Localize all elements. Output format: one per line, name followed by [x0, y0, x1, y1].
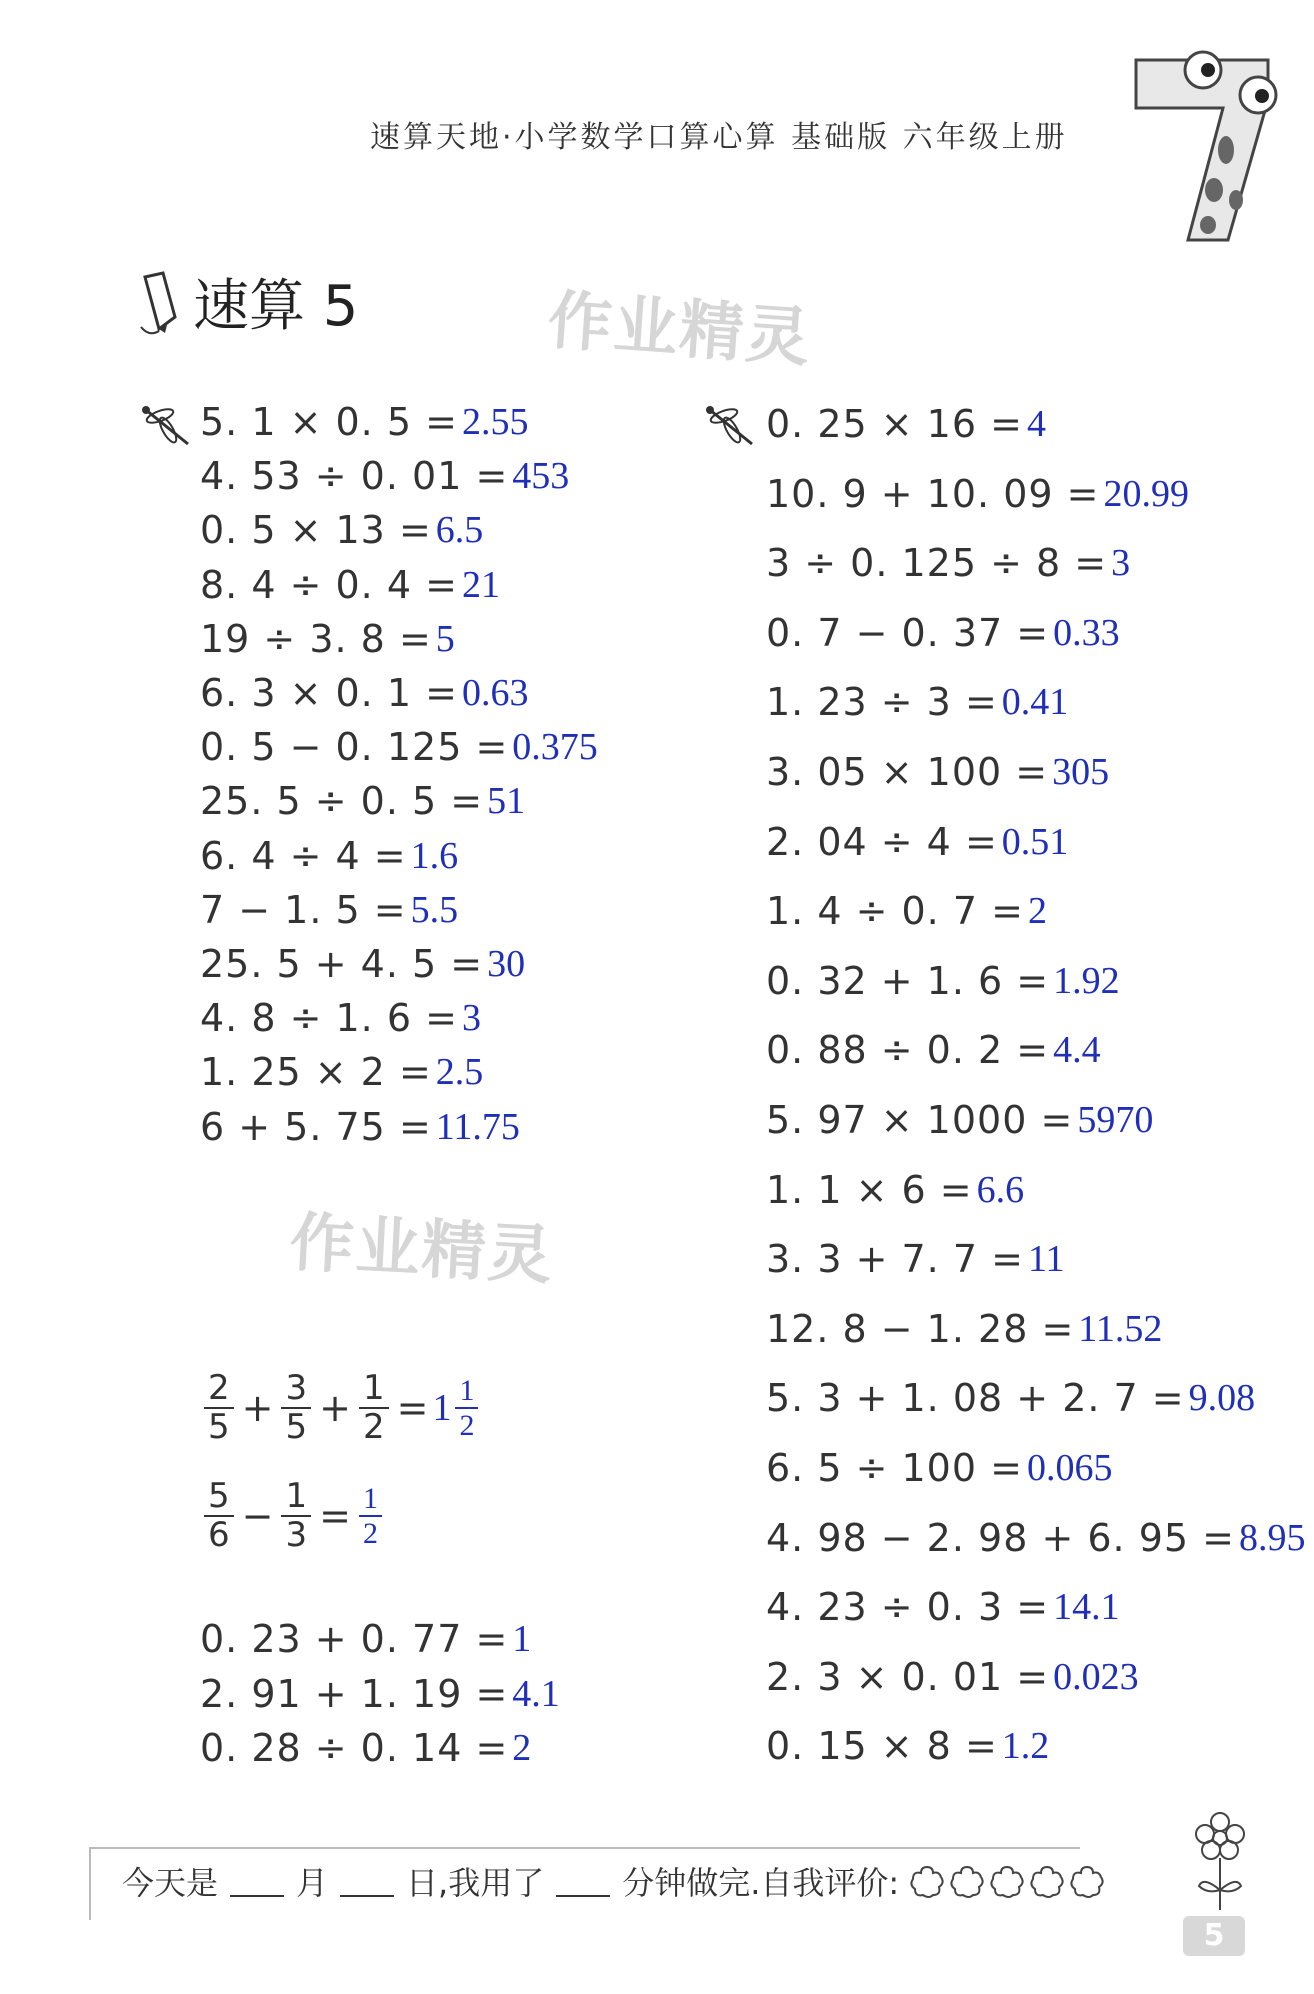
problem-row [200, 834, 458, 878]
handwritten-answer: 0.41 [1001, 681, 1069, 724]
handwritten-answer: 3 [1111, 542, 1131, 585]
numerator: 1 [359, 1370, 389, 1409]
problem-expression: 19 ÷ 3. 8 = [200, 616, 432, 661]
problem-expression: 25. 5 ÷ 0. 5 = [200, 779, 484, 824]
answer-fraction [359, 1482, 382, 1550]
problem-expression: 0. 15 × 8 = [766, 1724, 998, 1769]
operator: = [396, 1386, 429, 1431]
problem-expression: 1. 25 × 2 = [200, 1050, 432, 1095]
problem-expression: 5. 97 × 1000 = [766, 1098, 1074, 1142]
problem-expression: 6 + 5. 75 = [200, 1104, 432, 1149]
handwritten-answer: 4.4 [1053, 1029, 1101, 1072]
problem-row [766, 611, 1120, 655]
handwritten-answer: 3 [461, 997, 481, 1040]
fraction [281, 1370, 311, 1447]
fraction [204, 1478, 234, 1555]
fraction-problem-row [200, 1478, 386, 1555]
problem-expression: 0. 32 + 1. 6 = [766, 958, 1050, 1003]
problem-expression: 5. 1 × 0. 5 = [200, 400, 458, 444]
operator: + [319, 1386, 351, 1431]
footer-bar [80, 1840, 1140, 1930]
handwritten-answer: 21 [461, 563, 500, 606]
handwritten-answer: 2.55 [461, 401, 529, 443]
problem-row [200, 1105, 520, 1149]
handwritten-answer: 4.1 [512, 1672, 560, 1715]
problem-row [766, 1168, 1024, 1212]
handwritten-answer: 2 [512, 1727, 532, 1769]
numerator: 1 [359, 1482, 382, 1517]
month-blank[interactable] [230, 1865, 284, 1897]
numerator: 5 [204, 1478, 234, 1517]
handwritten-answer: 453 [512, 455, 570, 498]
minutes-blank[interactable] [556, 1865, 610, 1897]
problem-row [200, 671, 528, 715]
handwritten-answer: 0.51 [1001, 820, 1069, 863]
handwritten-answer: 0.065 [1026, 1447, 1113, 1489]
problem-expression: 4. 53 ÷ 0. 01 = [200, 454, 509, 499]
handwritten-answer: 0.375 [512, 726, 598, 769]
problem-expression: 3 ÷ 0. 125 ÷ 8 = [766, 541, 1108, 586]
problem-expression: 0. 28 ÷ 0. 14 = [200, 1726, 509, 1770]
handwritten-answer: 14.1 [1053, 1586, 1120, 1629]
problem-expression: 7 − 1. 5 = [200, 887, 407, 932]
problem-row [200, 1672, 560, 1716]
problem-expression: 0. 25 × 16 = [766, 402, 1023, 446]
problem-expression: 1. 23 ÷ 3 = [766, 680, 998, 725]
handwritten-answer: 0.63 [461, 672, 529, 714]
self-evaluation-line [122, 1858, 1107, 1904]
handwritten-answer: 51 [487, 780, 526, 823]
handwritten-answer: 0.023 [1053, 1655, 1139, 1698]
handwritten-answer: 5 [435, 617, 455, 660]
numerator: 3 [281, 1370, 311, 1409]
watermark: 作业精灵 [287, 1206, 556, 1294]
handwritten-answer: 11.75 [435, 1105, 520, 1148]
handwritten-answer: 1.2 [1001, 1725, 1050, 1768]
handwritten-answer: 5.5 [410, 888, 459, 931]
problem-expression: 5. 3 + 1. 08 + 2. 7 = [766, 1376, 1185, 1421]
numerator: 2 [204, 1370, 234, 1409]
handwritten-answer: 11.52 [1078, 1307, 1163, 1350]
problem-expression: 25. 5 + 4. 5 = [200, 942, 484, 986]
problem-expression: 8. 4 ÷ 0. 4 = [200, 562, 458, 607]
denominator: 2 [362, 1407, 385, 1448]
operator: = [319, 1494, 351, 1539]
problem-row [766, 1724, 1049, 1768]
day-blank[interactable] [340, 1865, 394, 1897]
problem-expression: 0. 5 − 0. 125 = [200, 725, 509, 770]
problem-row [200, 888, 458, 932]
problem-expression: 0. 23 + 0. 77 = [200, 1617, 509, 1661]
problem-row [200, 617, 455, 661]
problem-expression: 6. 4 ÷ 4 = [200, 833, 407, 878]
giraffe-number-mascot-icon [1118, 40, 1278, 250]
handwritten-answer: 6.6 [976, 1168, 1025, 1211]
problem-row [766, 472, 1189, 516]
handwritten-answer: 20.99 [1103, 472, 1189, 515]
denominator: 2 [459, 1409, 475, 1443]
problem-row [766, 750, 1109, 794]
handwritten-answer: 2.5 [435, 1051, 484, 1094]
handwritten-answer: 2 [1027, 890, 1047, 933]
problem-expression: 2. 04 ÷ 4 = [766, 819, 998, 864]
month-label: 月 [296, 1864, 329, 1902]
problem-row [200, 996, 481, 1040]
problem-row [200, 1617, 531, 1661]
problem-row [766, 1237, 1065, 1281]
problem-row [200, 1050, 483, 1094]
problem-expression: 12. 8 − 1. 28 = [766, 1306, 1075, 1351]
fraction [204, 1370, 234, 1447]
denominator: 5 [285, 1407, 308, 1448]
problem-expression: 4. 98 − 2. 98 + 6. 95 = [766, 1515, 1235, 1560]
problem-row [766, 889, 1047, 933]
problem-row [766, 541, 1130, 585]
answer-fraction [455, 1374, 478, 1442]
handwritten-answer: 1.92 [1053, 959, 1120, 1002]
problem-row [200, 563, 500, 607]
book-title: 速算天地·小学数学口算心算 基础版 六年级上册 [370, 120, 1068, 155]
watermark: 作业精灵 [545, 283, 814, 377]
problem-row [200, 779, 525, 823]
problem-expression: 2. 91 + 1. 19 = [200, 1671, 509, 1716]
rating-icons [907, 1863, 1107, 1899]
rating-flower-icon[interactable] [1027, 1863, 1067, 1899]
problem-expression: 0. 7 − 0. 37 = [766, 610, 1050, 655]
problem-expression: 0. 88 ÷ 0. 2 = [766, 1028, 1050, 1073]
section-label: 速算 5 [193, 274, 359, 339]
problem-row [200, 1726, 531, 1770]
denominator: 5 [208, 1407, 230, 1448]
problem-row [766, 402, 1046, 446]
problem-row [200, 942, 525, 986]
rating-flower-icon[interactable] [1067, 1863, 1107, 1899]
problem-row [766, 1585, 1120, 1629]
rating-flower-icon[interactable] [987, 1863, 1027, 1899]
denominator: 3 [285, 1515, 308, 1556]
problem-expression: 1. 1 × 6 = [766, 1167, 973, 1212]
problem-row [766, 820, 1068, 864]
today-label: 今天是 [122, 1864, 219, 1902]
problem-expression: 0. 5 × 13 = [200, 508, 432, 553]
problem-expression: 4. 23 ÷ 0. 3 = [766, 1585, 1050, 1630]
problem-expression: 3. 3 + 7. 7 = [766, 1237, 1024, 1282]
fraction [359, 1370, 389, 1447]
section-title [135, 262, 358, 342]
problem-row [766, 959, 1120, 1003]
problem-row [766, 1376, 1255, 1420]
handwritten-answer: 0.33 [1053, 611, 1120, 654]
problem-row [766, 1655, 1139, 1699]
handwritten-answer: 1 [512, 1618, 532, 1660]
problem-row [200, 508, 483, 552]
rating-flower-icon[interactable] [947, 1863, 987, 1899]
minutes-label: 分钟做完.自我评价: [622, 1864, 900, 1902]
problem-expression: 6. 5 ÷ 100 = [766, 1446, 1023, 1490]
handwritten-answer: 6.5 [435, 509, 484, 552]
problem-row [766, 1307, 1162, 1351]
operator: + [241, 1386, 274, 1431]
problem-row [766, 1098, 1153, 1142]
rating-flower-icon[interactable] [907, 1863, 947, 1899]
handwritten-answer: 5970 [1077, 1099, 1154, 1141]
problem-row [766, 680, 1068, 724]
page-number: 5 [1183, 1916, 1245, 1956]
day-label: 日,我用了 [406, 1864, 545, 1902]
problem-expression: 6. 3 × 0. 1 = [200, 671, 458, 715]
handwritten-answer: 4 [1026, 403, 1046, 445]
denominator: 2 [362, 1517, 378, 1551]
numerator: 1 [455, 1374, 478, 1409]
denominator: 6 [208, 1515, 230, 1556]
problem-row [200, 400, 528, 444]
pencil-icon [135, 267, 185, 337]
problem-expression: 10. 9 + 10. 09 = [766, 471, 1100, 516]
problem-expression: 3. 05 × 100 = [766, 750, 1049, 794]
problem-expression: 2. 3 × 0. 01 = [766, 1654, 1050, 1699]
handwritten-answer: 8.95 [1238, 1516, 1306, 1559]
handwritten-answer: 9.08 [1188, 1377, 1256, 1420]
dragonfly-icon [702, 404, 760, 448]
problem-row [200, 725, 598, 769]
problem-row [766, 1446, 1112, 1490]
fraction [281, 1478, 311, 1555]
handwritten-answer: 1.6 [410, 834, 459, 877]
handwritten-answer: 11 [1027, 1238, 1065, 1281]
problem-row [200, 454, 569, 498]
numerator: 1 [281, 1478, 311, 1517]
problem-row [766, 1516, 1305, 1560]
problem-expression: 1. 4 ÷ 0. 7 = [766, 889, 1024, 934]
dragonfly-icon [138, 404, 196, 448]
operator: − [241, 1494, 274, 1539]
handwritten-answer: 305 [1052, 751, 1110, 793]
problem-expression: 4. 8 ÷ 1. 6 = [200, 996, 458, 1041]
answer-whole: 1 [432, 1387, 452, 1430]
flower-icon [1185, 1810, 1255, 1920]
handwritten-answer: 30 [487, 943, 526, 985]
problem-row [766, 1028, 1101, 1072]
fraction-problem-row [200, 1370, 482, 1447]
